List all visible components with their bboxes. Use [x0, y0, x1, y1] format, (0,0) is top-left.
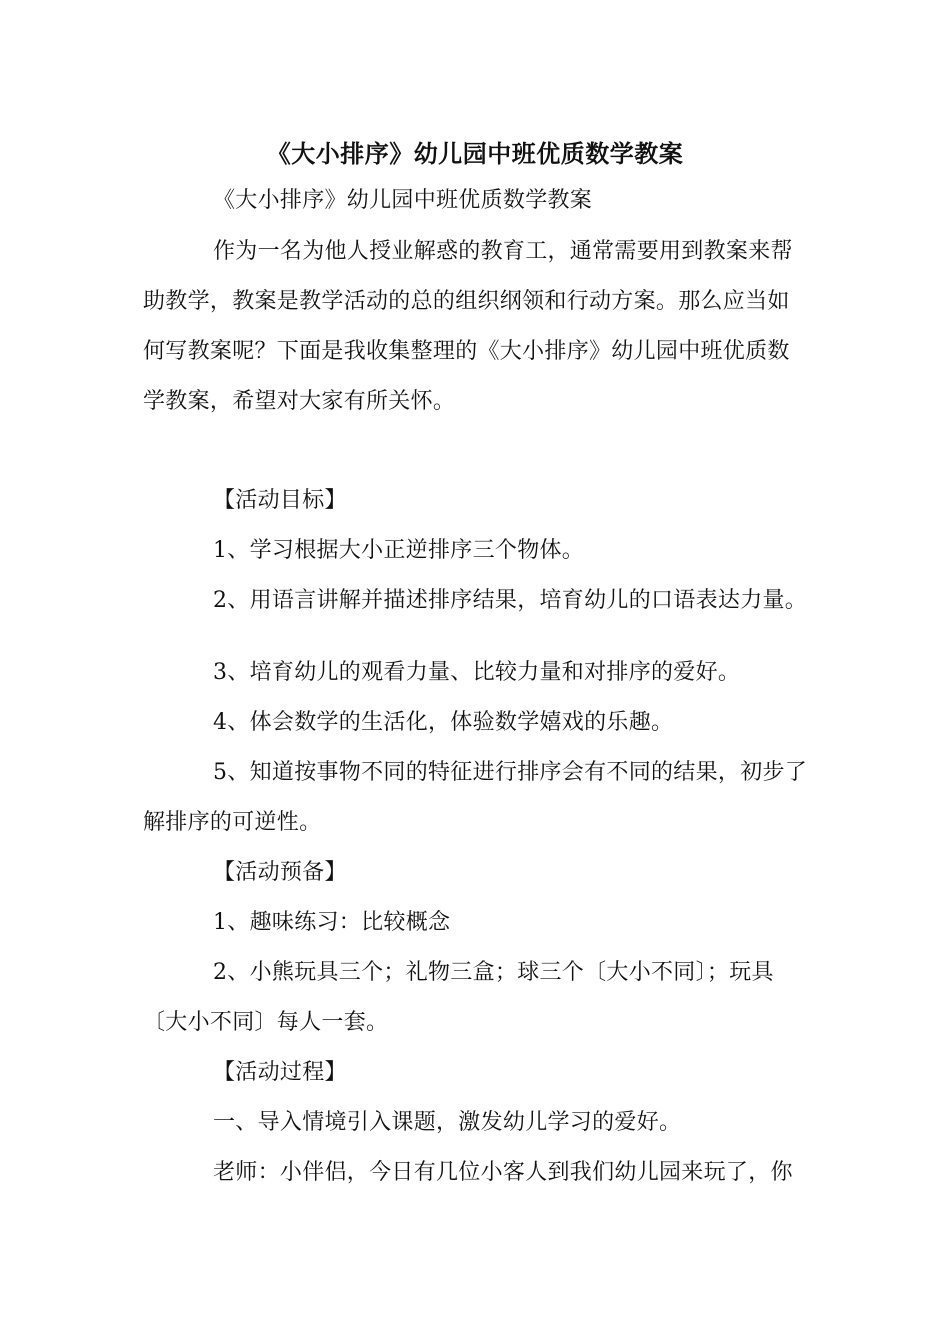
intro-line: 作为一名为他人授业解惑的教育工，通常需要用到教案来帮: [213, 239, 793, 264]
intro-line: 何写教案呢？下面是我收集整理的《大小排序》幼儿园中班优质数: [143, 339, 790, 364]
section-heading-process: 【活动过程】: [213, 1060, 347, 1085]
goal-item: 1、学习根据大小正逆排序三个物体。: [213, 538, 585, 563]
document-title: 《大小排序》幼儿园中班优质数学教案: [266, 139, 684, 168]
prep-item: 2、小熊玩具三个；礼物三盒；球三个〔大小不同〕；玩具: [213, 960, 774, 985]
process-item: 老师：小伴侣，今日有几位小客人到我们幼儿园来玩了，你: [213, 1160, 793, 1185]
prep-item-continued: 〔大小不同〕每人一套。: [143, 1010, 389, 1035]
section-heading-prep: 【活动预备】: [213, 860, 347, 885]
section-heading-goals: 【活动目标】: [213, 488, 347, 513]
document-subtitle: 《大小排序》幼儿园中班优质数学教案: [213, 188, 593, 213]
goal-item: 3、培育幼儿的观看力量、比较力量和对排序的爱好。: [213, 660, 741, 685]
goal-item-continued: 解排序的可逆性。: [143, 810, 322, 835]
intro-line: 助教学，教案是教学活动的总的组织纲领和行动方案。那么应当如: [143, 289, 790, 314]
process-item: 一、导入情境引入课题，激发幼儿学习的爱好。: [213, 1110, 682, 1135]
intro-line: 学教案，希望对大家有所关怀。: [143, 389, 456, 414]
goal-item: 4、体会数学的生活化，体验数学嬉戏的乐趣。: [213, 710, 674, 735]
goal-item: 2、用语言讲解并描述排序结果，培育幼儿的口语表达力量。: [213, 588, 808, 613]
prep-item: 1、趣味练习：比较概念: [213, 910, 451, 935]
goal-item: 5、知道按事物不同的特征进行排序会有不同的结果，初步了: [213, 760, 808, 785]
